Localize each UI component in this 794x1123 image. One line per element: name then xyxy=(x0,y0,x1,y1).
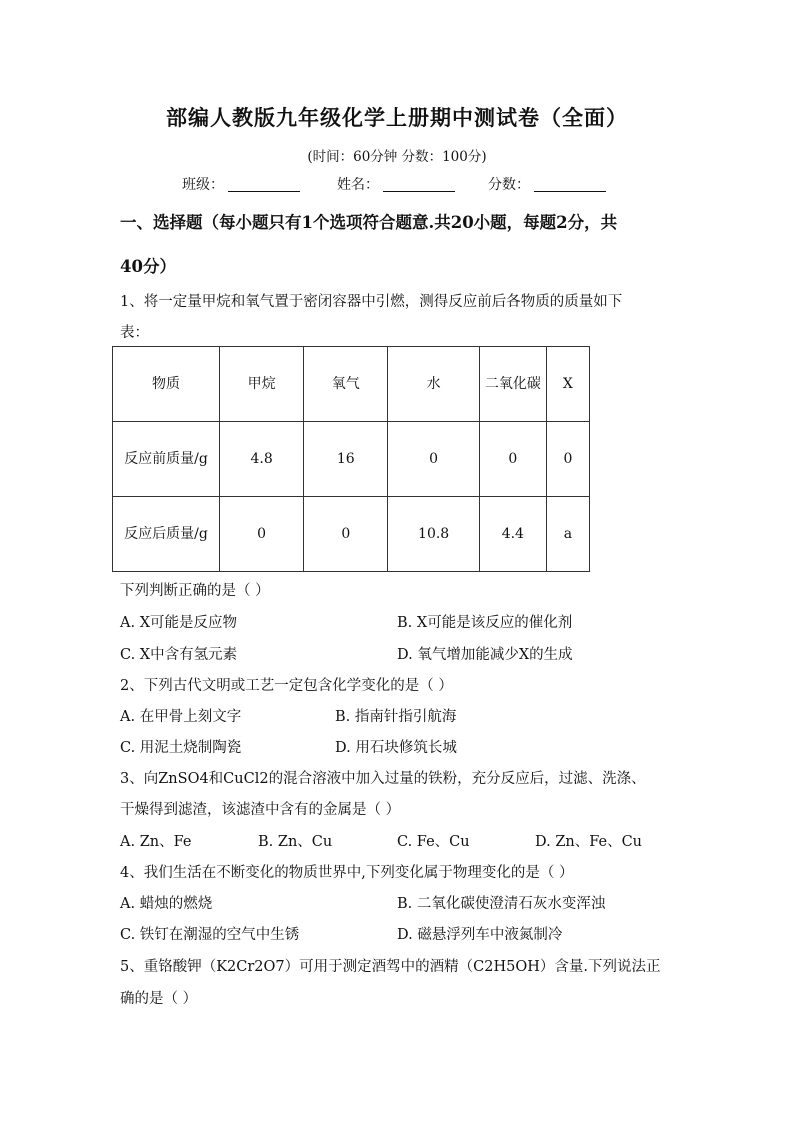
table-header-cell: 甲烷 xyxy=(220,347,304,422)
section-heading-cont: 40分） xyxy=(120,257,176,276)
table-header-cell: 水 xyxy=(388,347,479,422)
q2-option-b[interactable]: B. 指南针指引航海 xyxy=(335,709,457,725)
q2-option-d[interactable]: D. 用石块修筑长城 xyxy=(335,740,457,756)
exam-time-score: (时间：60分钟 分数：100分) xyxy=(307,149,487,165)
table-cell: 反应前质量/g xyxy=(113,422,220,497)
table-header-cell: X xyxy=(546,347,589,422)
q4-stem: 4、我们生活在不断变化的物质世界中,下列变化属于物理变化的是（ ） xyxy=(120,865,574,881)
table-row xyxy=(113,497,590,572)
table-header-cell: 氧气 xyxy=(304,347,388,422)
q3-stem: 3、向ZnSO4和CuCl2的混合溶液中加入过量的铁粉，充分反应后，过滤、洗涤、 xyxy=(120,771,646,787)
q1-option-c[interactable]: C. X中含有氢元素 xyxy=(120,647,238,663)
table-header-row xyxy=(113,347,590,422)
q5-stem-cont: 确的是（ ） xyxy=(120,991,198,1007)
table-cell: 4.8 xyxy=(220,422,304,497)
q1-option-d[interactable]: D. 氧气增加能减少X的生成 xyxy=(397,647,573,663)
q4-option-d[interactable]: D. 磁悬浮列车中液氮制冷 xyxy=(397,927,563,943)
name-label: 姓名： xyxy=(337,177,379,193)
class-blank[interactable] xyxy=(228,177,300,192)
table-cell: 0 xyxy=(304,497,388,572)
q1-question: 下列判断正确的是（ ） xyxy=(120,583,270,599)
page-title: 部编人教版九年级化学上册期中测试卷（全面） xyxy=(166,105,628,130)
section-heading: 一、选择题（每小题只有1个选项符合题意.共20小题，每题2分，共 xyxy=(120,213,618,232)
q3-option-a[interactable]: A. Zn、Fe xyxy=(120,834,192,850)
q5-stem: 5、重铬酸钾（K2Cr2O7）可用于测定酒驾中的酒精（C2H5OH）含量.下列说法正 xyxy=(120,959,661,975)
table-header-cell: 物质 xyxy=(113,347,220,422)
q2-option-c[interactable]: C. 用泥土烧制陶瓷 xyxy=(120,740,242,756)
name-field xyxy=(337,174,455,194)
score-blank[interactable] xyxy=(534,177,606,192)
q1-stem-cont: 表： xyxy=(120,325,149,341)
q3-option-c[interactable]: C. Fe、Cu xyxy=(397,834,470,850)
table-cell: 0 xyxy=(479,422,546,497)
table-row xyxy=(113,422,590,497)
table-cell: 0 xyxy=(388,422,479,497)
name-blank[interactable] xyxy=(383,177,455,192)
mass-table xyxy=(112,346,590,572)
q1-option-a[interactable]: A. X可能是反应物 xyxy=(120,615,238,631)
q4-option-b[interactable]: B. 二氧化碳使澄清石灰水变浑浊 xyxy=(397,896,606,912)
q3-option-b[interactable]: B. Zn、Cu xyxy=(258,834,333,850)
score-label: 分数： xyxy=(488,177,530,193)
q2-stem: 2、下列古代文明或工艺一定包含化学变化的是（ ） xyxy=(120,678,453,694)
table-header-cell: 二氧化碳 xyxy=(479,347,546,422)
q1-option-b[interactable]: B. X可能是该反应的催化剂 xyxy=(397,615,573,631)
table-cell: 0 xyxy=(220,497,304,572)
q3-option-d[interactable]: D. Zn、Fe、Cu xyxy=(535,834,643,850)
table-cell: 16 xyxy=(304,422,388,497)
class-label: 班级： xyxy=(182,177,224,193)
q2-option-a[interactable]: A. 在甲骨上刻文字 xyxy=(120,709,242,725)
table-cell: 10.8 xyxy=(388,497,479,572)
table-cell: 反应后质量/g xyxy=(113,497,220,572)
q4-option-c[interactable]: C. 铁钉在潮湿的空气中生锈 xyxy=(120,927,300,943)
q4-option-a[interactable]: A. 蜡烛的燃烧 xyxy=(120,896,213,912)
table-cell: a xyxy=(546,497,589,572)
class-field xyxy=(182,174,300,194)
table-cell: 0 xyxy=(546,422,589,497)
q1-stem: 1、将一定量甲烷和氧气置于密闭容器中引燃，测得反应前后各物质的质量如下 xyxy=(120,294,623,310)
q3-stem-cont: 干燥得到滤渣，该滤渣中含有的金属是（ ） xyxy=(120,802,401,818)
table-cell: 4.4 xyxy=(479,497,546,572)
score-field xyxy=(488,174,606,194)
